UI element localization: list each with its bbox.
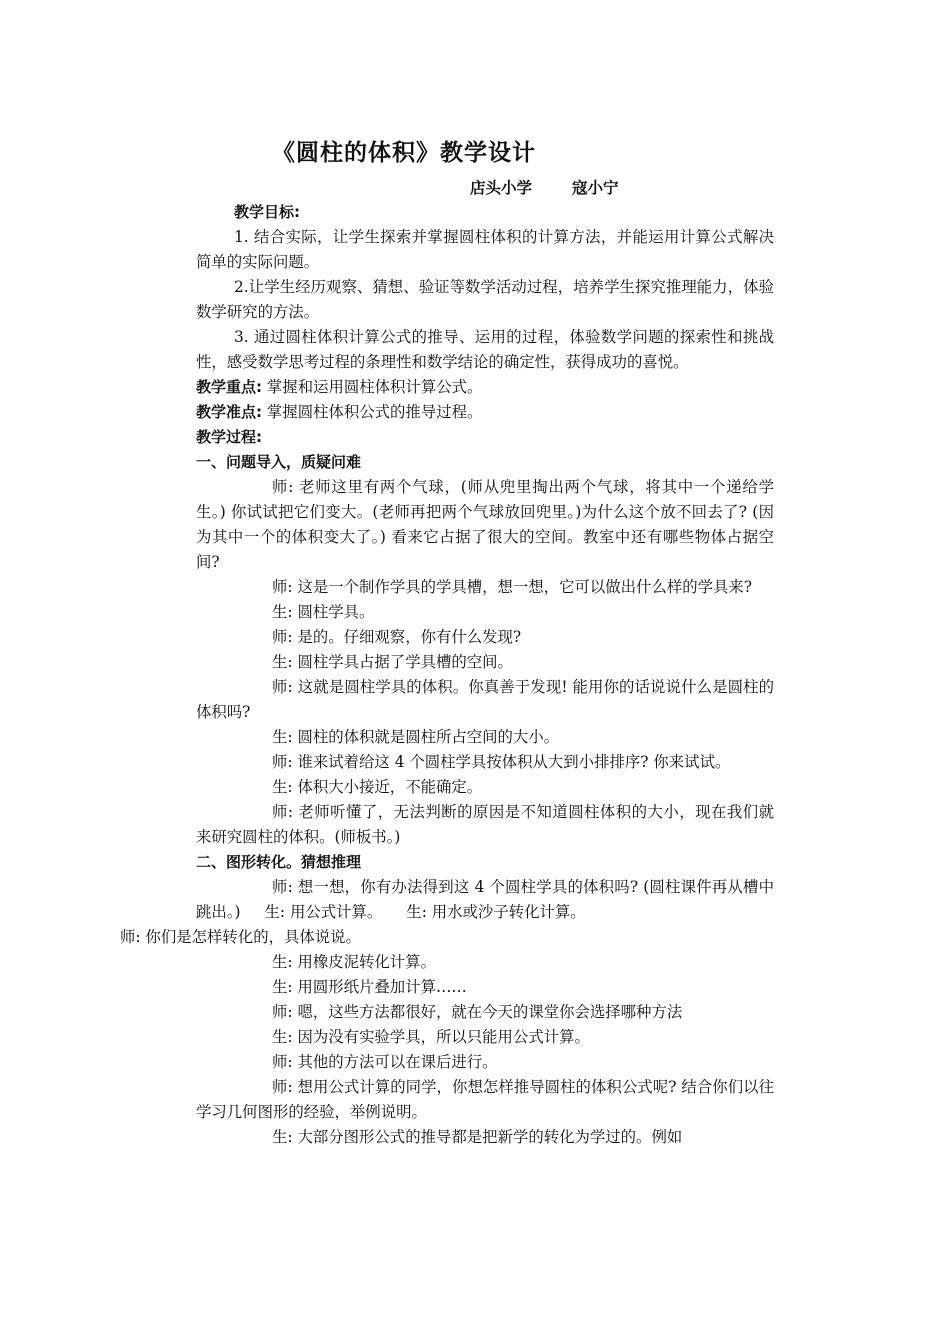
dialogue-line: 生: 圆柱学具。: [272, 603, 375, 621]
objective-1: 1. 结合实际，让学生探索并掌握圆柱体积的计算方法，并能运用计算公式解决简单的实际问题。: [196, 228, 774, 271]
dialogue-part: 生: 用水或沙子转化计算。: [406, 903, 586, 921]
dialogue-part: 师: 想一想，你有办法得到这 4 个圆柱学具的体积吗? (圆柱课件再从槽中跳出。): [196, 878, 774, 921]
section-2-heading: 二、图形转化。猜想推理: [196, 853, 362, 871]
author-school: 店头小学: [470, 179, 533, 197]
author-name: 寇小宁: [572, 179, 619, 197]
objectives-heading: 教学目标:: [234, 203, 300, 221]
dialogue-part: 师: 你们是怎样转化的，具体说说。: [120, 928, 361, 946]
dialogue-part: 生: 用公式计算。: [264, 903, 383, 921]
dialogue-line: 师: 想用公式计算的同学，你想怎样推导圆柱的体积公式呢? 结合你们以往学习几何图形的经验，举例说明。: [196, 1078, 774, 1121]
key-point-text: 掌握和运用圆柱体积计算公式。: [266, 378, 483, 396]
difficulty-text: 掌握圆柱体积公式的推导过程。: [266, 403, 483, 421]
dialogue-paragraph: [120, 875, 774, 950]
author-line: [470, 176, 619, 198]
dialogue-line: 生: 大部分图形公式的推导都是把新学的转化为学过的。例如: [272, 1128, 683, 1146]
dialogue-line: 师: 老师这里有两个气球，(师从兜里掏出两个气球，将其中一个递给学生。) 你试试把它们变大。(老师再把两个气球放回兜里。)为什么这个放不回去了? (因为其中一个的体积变大了。) 看来它占据了很大的空间。教室中还有哪些物体占据空间?: [196, 478, 774, 571]
dialogue-line: 师: 其他的方法可以在课后进行。: [272, 1053, 498, 1071]
difficulty-label: 教学准点:: [196, 403, 262, 421]
section-1-heading: 一、问题导入，质疑问难: [196, 453, 362, 471]
dialogue-line: 生: 圆柱的体积就是圆柱所占空间的大小。: [272, 728, 560, 746]
document-body: [120, 200, 774, 1150]
dialogue-line: 师: 老师听懂了，无法判断的原因是不知道圆柱体积的大小，现在我们就来研究圆柱的体积。(师板书。): [196, 803, 774, 846]
difficulty-point: [196, 400, 774, 425]
dialogue-line: 生: 因为没有实验学具，所以只能用公式计算。: [272, 1028, 590, 1046]
dialogue-line: 师: 嗯，这些方法都很好，就在今天的课堂你会选择哪种方法: [272, 1003, 683, 1021]
objective-3: 3. 通过圆柱体积计算公式的推导、运用的过程，体验数学问题的探索性和挑战性，感受数学思考过程的条理性和数学结论的确定性，获得成功的喜悦。: [196, 328, 774, 371]
dialogue-line: 师: 是的。仔细观察，你有什么发现?: [272, 628, 522, 646]
dialogue-line: 师: 这是一个制作学具的学具槽，想一想，它可以做出什么样的学具来?: [272, 578, 753, 596]
objective-2: 2.让学生经历观察、猜想、验证等数学活动过程，培养学生探究推理能力，体验数学研究的方法。: [196, 278, 774, 321]
document-title: 《圆柱的体积》教学设计: [272, 140, 536, 166]
key-point: [196, 375, 774, 400]
dialogue-line: 生: 用圆形纸片叠加计算……: [272, 978, 467, 996]
key-point-label: 教学重点:: [196, 378, 262, 396]
dialogue-line: 生: 圆柱学具占据了学具槽的空间。: [272, 653, 513, 671]
dialogue-line: 生: 体积大小接近，不能确定。: [272, 778, 483, 796]
dialogue-line: 师: 谁来试着给这 4 个圆柱学具按体积从大到小排排序? 你来试试。: [272, 753, 731, 771]
dialogue-line: 生: 用橡皮泥转化计算。: [272, 953, 436, 971]
process-heading: 教学过程:: [196, 428, 262, 446]
dialogue-line: 师: 这就是圆柱学具的体积。你真善于发现! 能用你的话说说什么是圆柱的体积吗?: [196, 678, 774, 721]
